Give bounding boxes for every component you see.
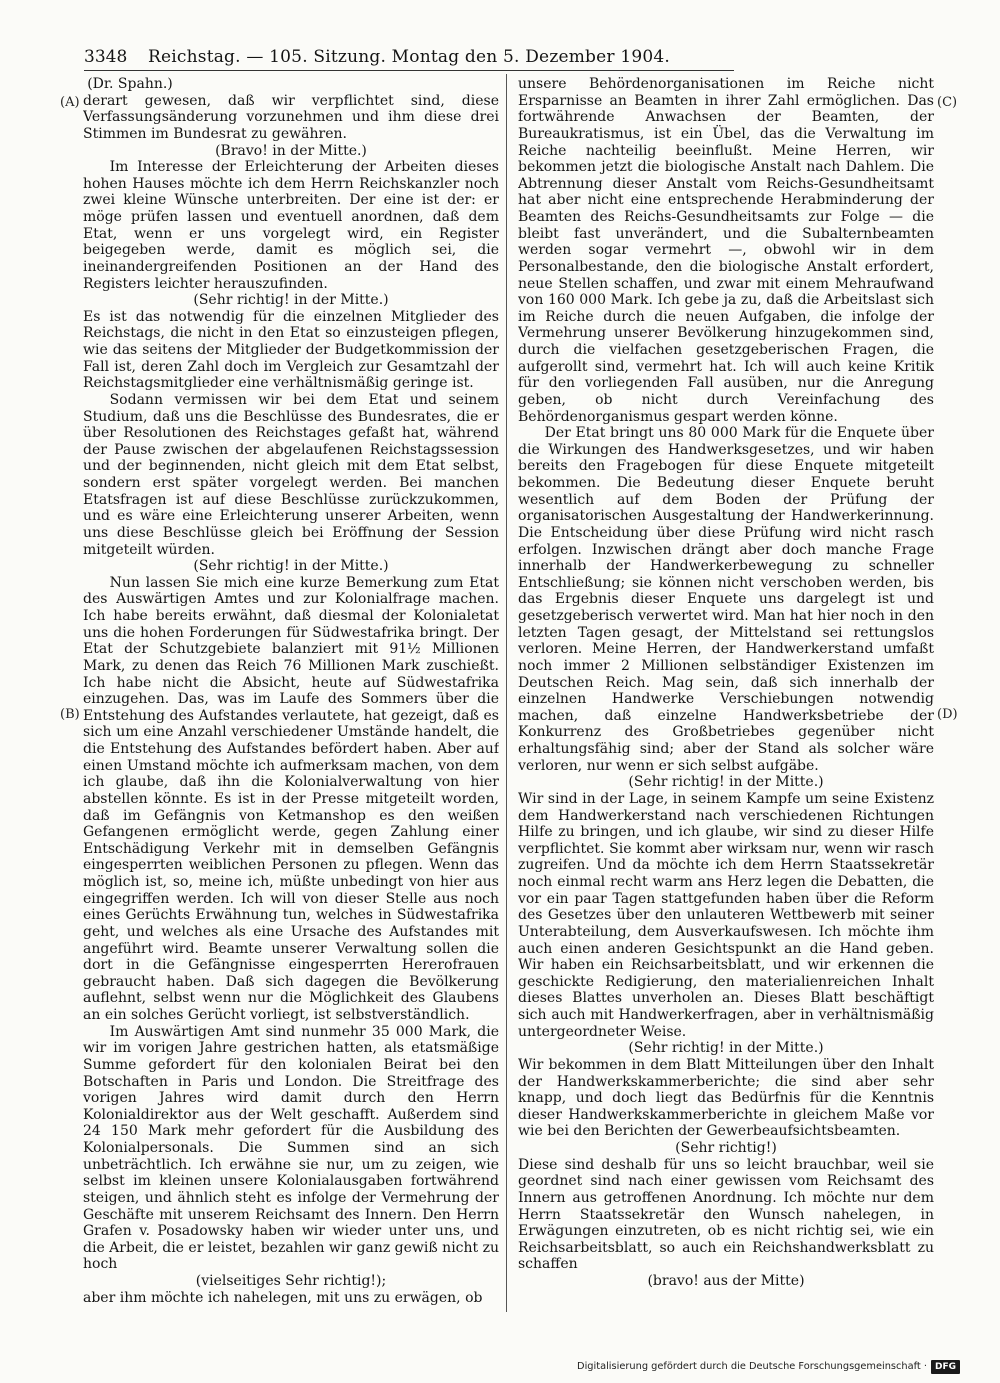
margin-marker-c: (C) [937,95,958,110]
page-number: 3348 [84,47,128,67]
interjection: (bravo! aus der Mitte) [647,1273,805,1289]
interjection: (Bravo! in der Mitte.) [215,142,367,159]
header-rule [84,70,734,71]
paragraph: Sodann vermissen wir bei dem Etat und seinem Studium, daß uns die Beschlüsse des Bundesrates, die er über Resolutionen des Reichstages gefaßt hat, während der Pause zwischen der abgelaufenen Reichstagssession und der beginnenden, nicht gleich mit dem Etat selbst, sondern erst später vorgelegt werden. Bei manchen Etatsfragen ist auf diese Beschlüsse zurückzukommen, und es wäre eine Erleichterung unserer Arbeiten, wenn uns diese Beschlüsse gleich bei Eröffnung der Session mitgeteilt würden. [83,391,499,558]
paragraph: Nun lassen Sie mich eine kurze Bemerkung zum Etat des Auswärtigen Amtes und zur Kolonialfrage machen. Ich habe bereits erwähnt, daß diesmal der Kolonialetat uns die hohen Forderungen für Südwestafrika bringt. Der Etat der Schutzgebiete balanziert mit 91½ Millionen Mark, zu denen das Reich 76 Millionen Mark zuschießt. Ich habe nicht die Absicht, heute auf Südwestafrika einzugehen. Das, was im Laufe des Sommers über die Entstehung des Aufstandes verlautete, hat gezeigt, daß es sich um eine Anzahl verschiedener Umstände handelt, die die Entstehung des Aufstandes befördert haben. Aber auf einen Umstand möchte ich aufmerksam machen, von dem ich glaube, daß ihn die Kolonialverwaltung von hier abstellen könnte. Es ist in der Presse mitgeteilt worden, daß im Gefängnis von Ketmanshop es den weißen Gefangenen ermöglicht werde, gegen Zahlung einer Entschädigung Verkehr mit in demselben Gefängnis eingesperrten weiblichen Personen zu pflegen. Wenn das möglich ist, so, meine ich, müßte unbedingt von hier aus eingegriffen werden. Ich will von dieser Stelle aus noch eines Gerüchts Erwähnung tun, welches in Südwestafrika geht, und welches als eine Ursache des Aufstandes mit angeführt wird. Beamte unserer Verwaltung sollen die dort in die Gefängnisse eingesperrten Hererofrauen gebraucht haben. Daß sich dagegen die Bevölkerung auflehnt, selbst wenn nur die Möglichkeit des Glaubens an ein solches Gerücht vorliegt, ist selbstverständlich. [83,574,499,1023]
paragraph: Der Etat bringt uns 80 000 Mark für die Enquete über die Wirkungen des Handwerksgesetzes, und wir haben bereits den Fragebogen für diese Enquete mitgeteilt bekommen. Die Bedeutung dieser Enquete beruht wesentlich auf dem Boden der Prüfung der organisatorischen Ausgestaltung der Handwerkerinnung. Die Entscheidung über diese Prüfung wird nicht rasch erfolgen. Inzwischen drängt aber doch manche Frage innerhalb der Handwerkerbewegung zu schneller Entschließung; sie können nicht verschoben werden, bis das Ergebnis dieser Enquete uns dargelegt ist und gesetzgeberisch verwertet wird. Man hat hier noch in den letzten Tagen gesagt, der Mittelstand sei rettungslos verloren. Meine Herren, der Handwerkerstand umfaßt noch immer 2 Millionen selbständiger Existenzen im Deutschen Reich. Mag sein, daß sich innerhalb der einzelnen Handwerke Verschiebungen notwendig machen, daß einzelne Handwerksbetriebe der Konkurrenz des Großbetriebes gegenüber nicht erhaltungsfähig sind; aber der Stand als solcher wäre verloren, nur wenn er sich selbst aufgäbe. [518,425,934,774]
right-column [518,76,934,1316]
interjection: (Sehr richtig! in der Mitte.) [628,774,824,791]
paragraph: Im Auswärtigen Amt sind nunmehr 35 000 Mark, die wir im vorigen Jahre gestrichen hatten, als etatsmäßige Summe gefordert für den kolonialen Beirat bei den Botschaften in Paris und London. Die Streitfrage des vorigen Jahres wird damit durch den Herrn Kolonialdirektor aus der Welt geschafft. Außerdem sind 24 150 Mark mehr gefordert für die Ausbildung des Kolonialpersonals. Die Summen sind an sich unbeträchtlich. Ich erwähne sie nur, um zu zeigen, wie selbst im kleinen unsere Kolonialausgaben fortwährend steigen, und ähnlich steht es infolge der Vermehrung der Geschäfte mit unserem Reichsamt des Innern. Den Herrn Grafen v. Posadowsky haben wir wieder unter uns, und die Arbeit, die er leistet, bezahlen wir ganz gewiß nicht zu hoch [83,1023,499,1273]
left-column [83,76,499,1316]
paragraph: Wir sind in der Lage, in seinem Kampfe um seine Existenz dem Handwerkerstand nach verschiedenen Richtungen Hilfe zu bringen, und ich glaube, wir sind zu dieser Hilfe verpflichtet. Sie kommt aber wirksam nur, wenn wir rasch zugreifen. Und da möchte ich dem Herrn Staatssekretär noch einmal recht warm ans Herz legen die Debatten, die vor ein paar Tagen stattgefunden haben über die Reform des Gesetzes über den unlauteren Wettbewerb mit seiner Unterabteilung, dem Ausverkaufswesen. Ich möchte ihm auch einen anderen Gesichtspunkt an die Hand geben. Wir haben ein Reichsarbeitsblatt, und wir erkennen die geschickte Redigierung, den materialienreichen Inhalt dieses Blattes unverholen an. Dieses Blatt beschäftigt sich auch mit Handwerkerfragen, aber in verhältnismäßig untergeordneter Weise. [518,790,934,1040]
paragraph: Im Interesse der Erleichterung der Arbeiten dieses hohen Hauses möchte ich dem Herrn Reichskanzler noch zwei kleine Wünsche unterbreiten. Der eine ist der: er möge prüfen lassen und eventuell anordnen, daß dem Etat, wenn er uns vorgelegt wird, ein Register beigegeben werde, damit es möglich sei, die ineinandergreifenden Positionen an der Hand des Registers leichter herauszufinden. [83,159,499,292]
page-header [84,46,734,70]
margin-marker-a: (A) [60,95,80,110]
interjection: (Sehr richtig! in der Mitte.) [628,1040,824,1057]
interjection: (Sehr richtig! in der Mitte.) [193,292,389,309]
paragraph: Es ist das notwendig für die einzelnen Mitglieder des Reichstags, die nicht in den Etat so einzusteigen pflegen, wie das seitens der Mitglieder der Budgetkommission der Fall ist, deren Zahl doch im Vergleich zur Gesamtzahl der Reichstagsmitglieder eine verhältnismäßig geringe ist. [83,308,499,392]
paragraph: Diese sind deshalb für uns so leicht brauchbar, weil sie geordnet sind nach einer gewissen vom Reichsamt des Innern aus getroffenen Anordnung. Ich möchte nur dem Herrn Staatssekretär den Wunsch nahelegen, in Erwägungen einzutreten, ob es nicht richtig sei, wie ein Reichsarbeitsblatt, so auch ein Reichshandwerksblatt zu schaffen [518,1156,934,1273]
column-divider [506,74,507,1312]
margin-marker-b: (B) [60,707,80,722]
margin-marker-d: (D) [937,707,958,722]
interjection: (Sehr richtig!) [675,1140,777,1156]
interjection: (Sehr richtig! in der Mitte.) [193,558,389,575]
paragraph: Wir bekommen in dem Blatt Mitteilungen über den Inhalt der Handwerkskammerberichte; die sind aber sehr knapp, und doch liegt das Bedürfnis für die Kenntnis dieser Handwerkskammerberichte in gleichem Maße vor wie bei den Berichten der Gewerbeaufsichtsbeamten. [518,1056,934,1140]
paragraph: aber ihm möchte ich nahelegen, mit uns zu erwägen, ob [83,1289,483,1306]
footer-text: Digitalisierung gefördert durch die Deutsche Forschungsgemeinschaft · [577,1361,927,1372]
interjection: (vielseitiges Sehr richtig!); [195,1273,387,1289]
paragraph: unsere Behördenorganisationen im Reiche nicht Ersparnisse an Beamten in ihrer Zahl ermöglichen. Das fortwährende Anwachsen der Beamten, der Bureaukratismus, ist ein Übel, das die Verwaltung im Reiche nachteilig beeinflußt. Meine Herren, wir bekommen jetzt die biologische Anstalt nach Dahlem. Die Abtrennung dieser Anstalt vom Reichs-Gesundheitsamt hat aber nicht eine entsprechende Herabminderung der Beamten des Reichs-Gesundheitsamts zur Folge — die bleibt fast unverändert, und die Subalternbeamten werden sogar vermehrt —, obwohl wir in dem Personalbestande, den die biologische Anstalt erfordert, neue Stellen schaffen, und zwar mit einem Mehraufwand von 160 000 Mark. Ich gebe ja zu, daß die Arbeitslast sich im Reiche durch die neuen Aufgaben, die infolge der Vermehrung unserer Bevölkerung hinzugekommen sind, durch die vielfachen gesetzgeberischen Fragen, die aufgerollt sind, vermehrt hat. Ich will auch keine Kritik für den vorliegenden Fall ausüben, nur die Anregung geben, ob nicht durch Vereinfachung des Behördenorganismus gespart werden könne. [518,76,934,425]
speaker-label: (Dr. Spahn.) [87,76,173,92]
footer-credit [577,1359,960,1375]
page-title: Reichstag. — 105. Sitzung. Montag den 5. Dezember 1904. [148,47,670,67]
dfg-logo: DFG [931,1360,960,1374]
paragraph: derart gewesen, daß wir verpflichtet sind, diese Verfassungsänderung vorzunehmen und ihm diese drei Stimmen im Bundesrat zu gewähren. [83,92,499,142]
